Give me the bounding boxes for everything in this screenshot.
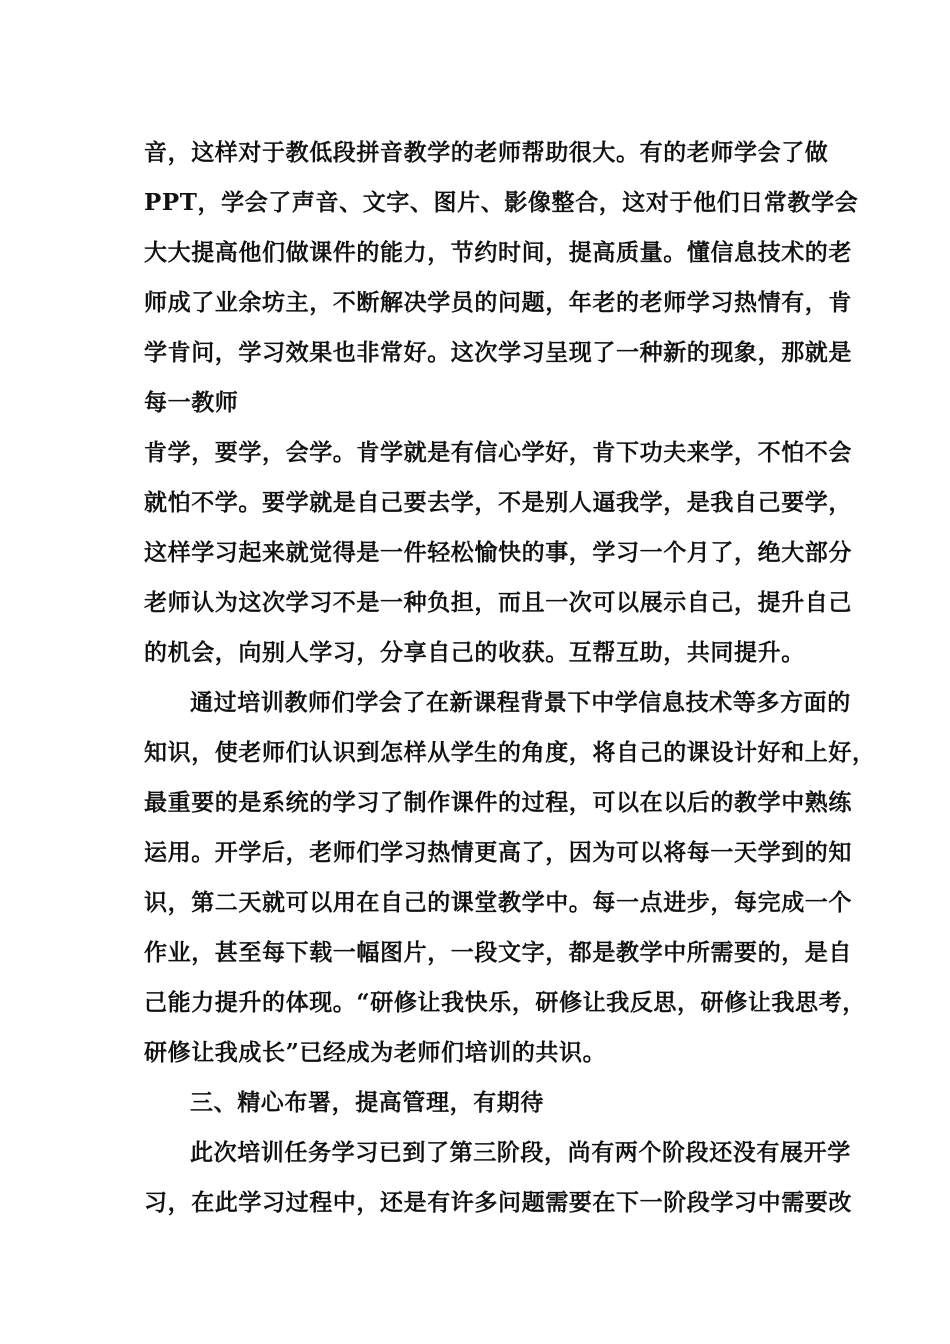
text-line: 就怕不学。要学就是自己要去学，不是别人逼我学，是我自己要学， (144, 489, 852, 516)
text-line: 大大提高他们做课件的能力，节约时间，提高质量。懂信息技术的老 (144, 239, 852, 266)
section-heading: 三、精心布署，提高管理，有期待 (190, 1089, 544, 1116)
text-line: 的机会，向别人学习，分享自己的收获。互帮互助，共同提升。 (144, 639, 805, 666)
text-line: 习，在此学习过程中，还是有许多问题需要在下一阶段学习中需要改 (144, 1189, 852, 1216)
text-line: 己能力提升的体现。“研修让我快乐，研修让我反思，研修让我思考， (144, 989, 866, 1016)
text-line: 知识，使老师们认识到怎样从学生的角度，将自己的课设计好和上好， (144, 739, 876, 766)
text-line: 师成了业余坊主，不断解决学员的问题，年老的老师学习热情有，肯 (144, 289, 852, 316)
text-line: 每一教师 (144, 389, 239, 416)
text-line: 研修让我成长”已经成为老师们培训的共识。 (144, 1039, 607, 1066)
text-line: PPT，学会了声音、文字、图片、影像整合，这对于他们日常教学会 (144, 189, 859, 216)
text-line: 音，这样对于教低段拼音教学的老师帮助很大。有的老师学会了做 (144, 139, 829, 166)
text-line: 作业，甚至每下载一幅图片，一段文字，都是教学中所需要的，是自 (144, 939, 852, 966)
paragraph-start-line: 通过培训教师们学会了在新课程背景下中学信息技术等多方面的 (190, 689, 851, 716)
paragraph-start-line: 此次培训任务学习已到了第三阶段，尚有两个阶段还没有展开学 (190, 1139, 851, 1166)
text-line: 老师认为这次学习不是一种负担，而且一次可以展示自己，提升自己 (144, 589, 852, 616)
text-line: 这样学习起来就觉得是一件轻松愉快的事，学习一个月了，绝大部分 (144, 539, 852, 566)
text-line: 识，第二天就可以用在自己的课堂教学中。每一点进步，每完成一个 (144, 889, 852, 916)
body-text (144, 128, 876, 1228)
text-line: 学肯问，学习效果也非常好。这次学习呈现了一种新的现象，那就是 (144, 339, 852, 366)
text-line: 最重要的是系统的学习了制作课件的过程，可以在以后的教学中熟练 (144, 789, 852, 816)
text-line: 肯学，要学，会学。肯学就是有信心学好，肯下功夫来学，不怕不会 (144, 439, 852, 466)
text-line: 运用。开学后，老师们学习热情更高了，因为可以将每一天学到的知 (144, 839, 852, 866)
